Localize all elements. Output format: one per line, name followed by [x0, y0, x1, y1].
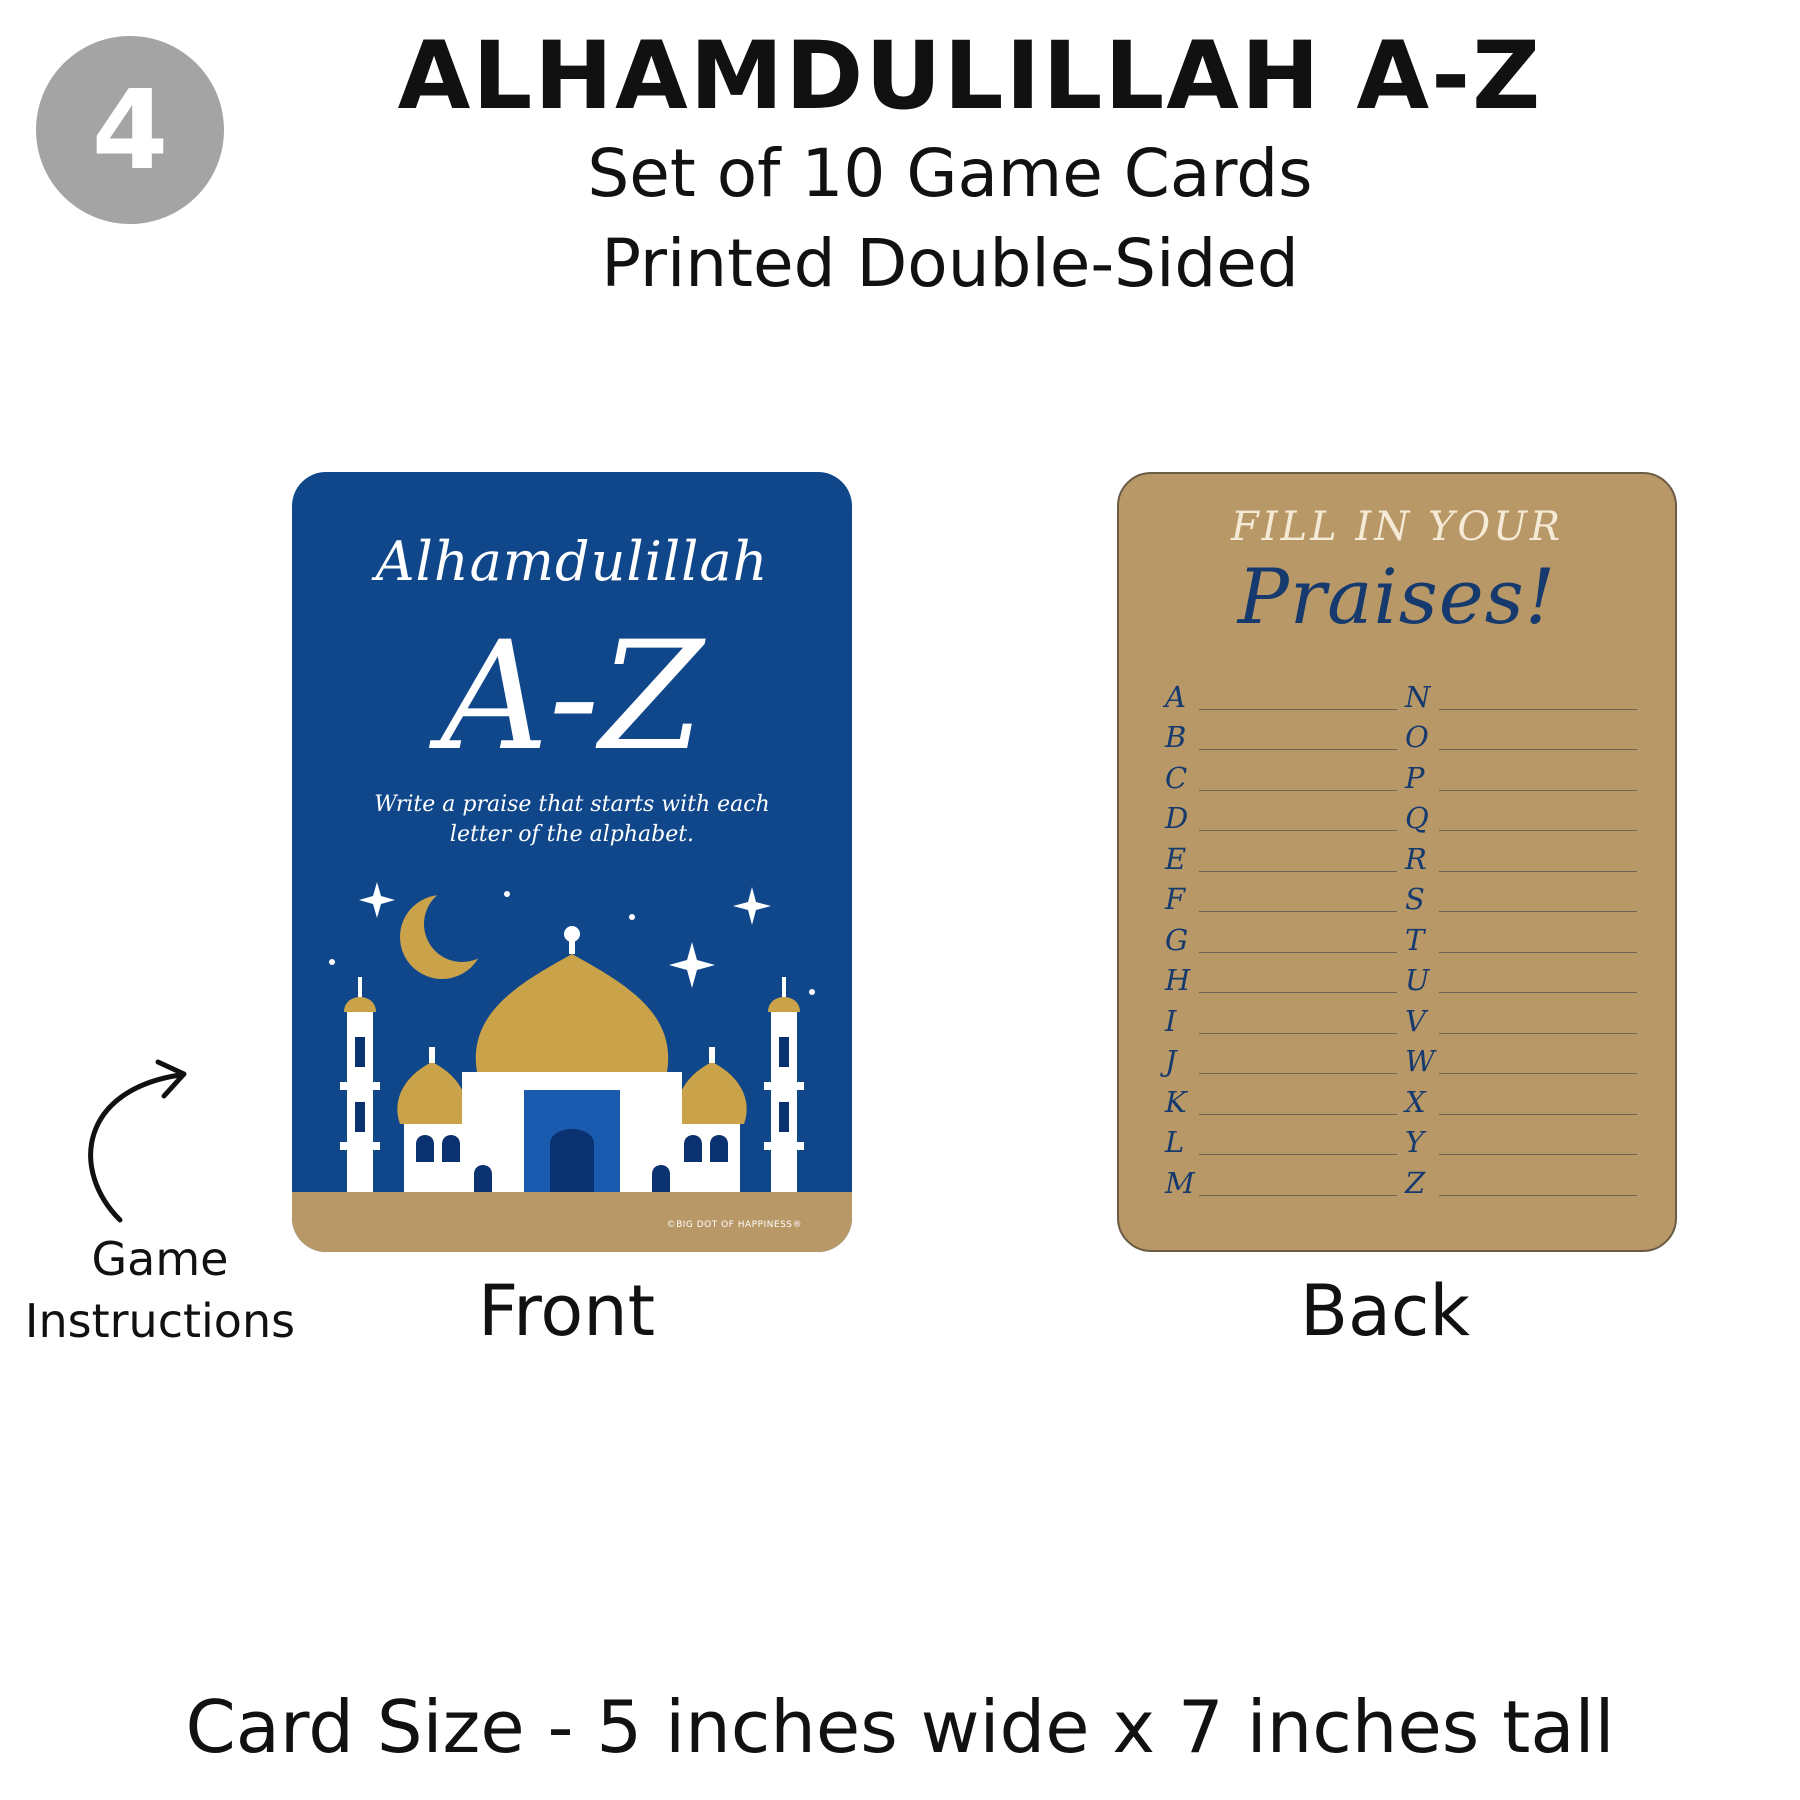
praise-letter: F [1165, 882, 1186, 916]
praise-row [1405, 713, 1637, 754]
praise-write-line [1199, 1195, 1397, 1196]
praise-letter: I [1165, 1003, 1177, 1038]
praise-write-line [1199, 992, 1397, 993]
praise-row [1405, 1037, 1637, 1078]
praise-letter: N [1405, 679, 1431, 714]
praise-letter: J [1165, 1044, 1177, 1078]
game-instructions-line2: Instructions [24, 1294, 296, 1348]
page-title: ALHAMDULILLAH A-Z [397, 22, 1543, 131]
praise-row [1405, 753, 1637, 794]
front-label: Front [478, 1270, 656, 1352]
letters-column-left [1165, 672, 1397, 1199]
praise-row [1405, 1118, 1637, 1159]
praise-letter: D [1165, 801, 1189, 835]
praise-row [1165, 1037, 1397, 1078]
praise-letter: V [1405, 1003, 1426, 1038]
praise-write-line [1439, 952, 1637, 953]
praise-letter: Y [1405, 1125, 1425, 1159]
front-card-instructions: Write a praise that starts with each letter of the alphabet. [374, 792, 770, 847]
praise-row [1165, 956, 1397, 997]
praise-letter: C [1165, 760, 1188, 795]
front-card-title: Alhamdulillah [375, 530, 769, 593]
step-number-badge: 4 [36, 36, 224, 224]
crescent-moon-icon [400, 886, 500, 979]
praise-row [1405, 672, 1637, 713]
praise-row [1405, 956, 1637, 997]
praise-row [1165, 753, 1397, 794]
praise-letter: U [1405, 963, 1430, 997]
praise-letter: P [1405, 760, 1425, 795]
back-card-title: Praises! [1237, 552, 1557, 641]
praise-write-line [1199, 1114, 1397, 1115]
praise-write-line [1439, 1195, 1637, 1196]
praise-letter: O [1405, 720, 1429, 754]
praise-write-line [1439, 1154, 1637, 1155]
praise-write-line [1439, 1073, 1637, 1074]
praise-write-line [1199, 1154, 1397, 1155]
praise-letter: Q [1405, 801, 1429, 835]
mosque-icon [292, 862, 852, 1192]
praise-row [1165, 1158, 1397, 1199]
front-card [292, 472, 852, 1252]
game-instructions-label [10, 1228, 310, 1352]
card-size-caption: Card Size - 5 inches wide x 7 inches tall [185, 1685, 1615, 1769]
praise-letter: A [1165, 679, 1186, 714]
praise-letter: B [1165, 720, 1187, 754]
praise-row [1405, 794, 1637, 835]
praise-letter: M [1165, 1165, 1195, 1200]
praise-write-line [1199, 952, 1397, 953]
letters-column-right [1405, 672, 1637, 1199]
praise-letter: G [1165, 922, 1189, 957]
praise-write-line [1199, 1073, 1397, 1074]
praise-row [1405, 1077, 1637, 1118]
praise-row [1165, 1077, 1397, 1118]
copyright-text: ©BIG DOT OF HAPPINESS® [666, 1220, 802, 1230]
praise-row [1405, 834, 1637, 875]
praise-row [1165, 1118, 1397, 1159]
praise-write-line [1439, 709, 1637, 710]
praise-write-line [1199, 830, 1397, 831]
praise-letter: R [1405, 841, 1427, 876]
front-card-az: A-Z [440, 610, 704, 784]
subtitle-printing: Printed Double-Sided [601, 225, 1299, 302]
game-instructions-line1: Game [91, 1232, 229, 1286]
praise-letter: T [1405, 922, 1425, 957]
back-label: Back [1300, 1270, 1470, 1352]
praise-write-line [1199, 1033, 1397, 1034]
back-card [1117, 472, 1677, 1252]
praise-letter: K [1165, 1084, 1187, 1119]
back-card-heading: FILL IN YOUR [1231, 504, 1563, 550]
praise-letter: Z [1405, 1165, 1426, 1200]
praise-row [1165, 834, 1397, 875]
praise-write-line [1439, 830, 1637, 831]
praise-letter: W [1405, 1044, 1435, 1078]
praise-write-line [1439, 749, 1637, 750]
praise-write-line [1439, 1114, 1637, 1115]
subtitle-card-count: Set of 10 Game Cards [587, 135, 1313, 212]
praise-row [1165, 875, 1397, 916]
praise-row [1165, 996, 1397, 1037]
praise-write-line [1199, 749, 1397, 750]
praise-letter: H [1165, 963, 1191, 997]
praise-write-line [1199, 871, 1397, 872]
praise-row [1405, 875, 1637, 916]
praise-row [1165, 713, 1397, 754]
praise-row [1405, 996, 1637, 1037]
praise-write-line [1439, 871, 1637, 872]
praise-write-line [1199, 709, 1397, 710]
praise-letter: S [1405, 882, 1425, 916]
curved-arrow-icon [60, 1050, 200, 1230]
praise-letter: X [1405, 1084, 1426, 1119]
praise-row [1165, 672, 1397, 713]
praise-row [1165, 794, 1397, 835]
praise-row [1405, 1158, 1637, 1199]
praise-write-line [1439, 790, 1637, 791]
praise-row [1405, 915, 1637, 956]
praise-row [1165, 915, 1397, 956]
praise-letter: L [1165, 1125, 1185, 1159]
praise-write-line [1199, 911, 1397, 912]
praise-write-line [1199, 790, 1397, 791]
praise-write-line [1439, 1033, 1637, 1034]
praise-letter: E [1165, 841, 1187, 876]
praise-write-line [1439, 911, 1637, 912]
praise-write-line [1439, 992, 1637, 993]
